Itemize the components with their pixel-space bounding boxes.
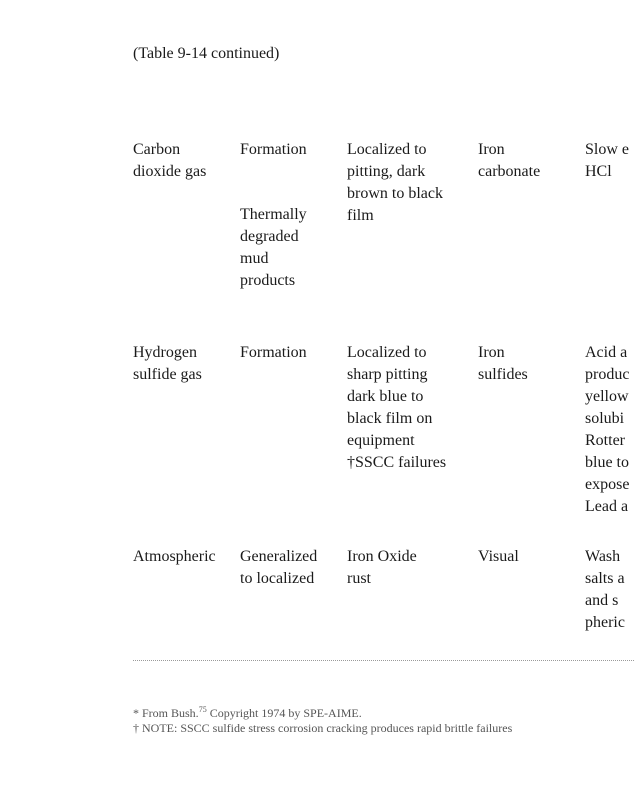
cell-remedy: Wash salts a and s pheric: [585, 548, 625, 631]
cell-source-thermal: Thermally degraded mud products: [240, 206, 307, 289]
footnote-note: † NOTE: SSCC sulfide stress corrosion cracking produces rapid brittle failures: [133, 721, 513, 735]
cell-corrosive-agent: Carbon dioxide gas: [133, 141, 207, 180]
cell-description: Iron Oxide rust: [347, 548, 417, 587]
cell-remedy: Acid a produc yellow solubi Rotter blue to expose Lead a: [585, 344, 630, 515]
cell-source: Generalized to localized: [240, 548, 318, 587]
cell-identification: Iron carbonate: [478, 141, 541, 180]
cell-identification: Visual: [478, 548, 519, 565]
cell-source: Formation: [240, 141, 307, 158]
cell-corrosive-agent: Atmospheric: [133, 548, 216, 565]
cell-identification: Iron sulfides: [478, 344, 528, 383]
footnote-marker: †: [133, 721, 139, 735]
table-caption: (Table 9-14 continued): [133, 45, 280, 62]
footnote-marker: *: [133, 706, 139, 720]
cell-remedy: Slow e HCl: [585, 141, 629, 180]
cell-description: Localized to sharp pitting dark blue to black film on equipment †SSCC failures: [347, 344, 447, 471]
footnote-source: * From Bush.$^{75}$ Copyright 1974 by SPE-AIME.: [133, 705, 362, 720]
table-bottom-rule: [133, 660, 634, 661]
cell-source: Formation: [240, 344, 307, 361]
cell-corrosive-agent: Hydrogen sulfide gas: [133, 344, 202, 383]
reference-superscript: 75: [198, 705, 207, 714]
cell-description: Localized to pitting, dark brown to black film: [347, 141, 443, 224]
